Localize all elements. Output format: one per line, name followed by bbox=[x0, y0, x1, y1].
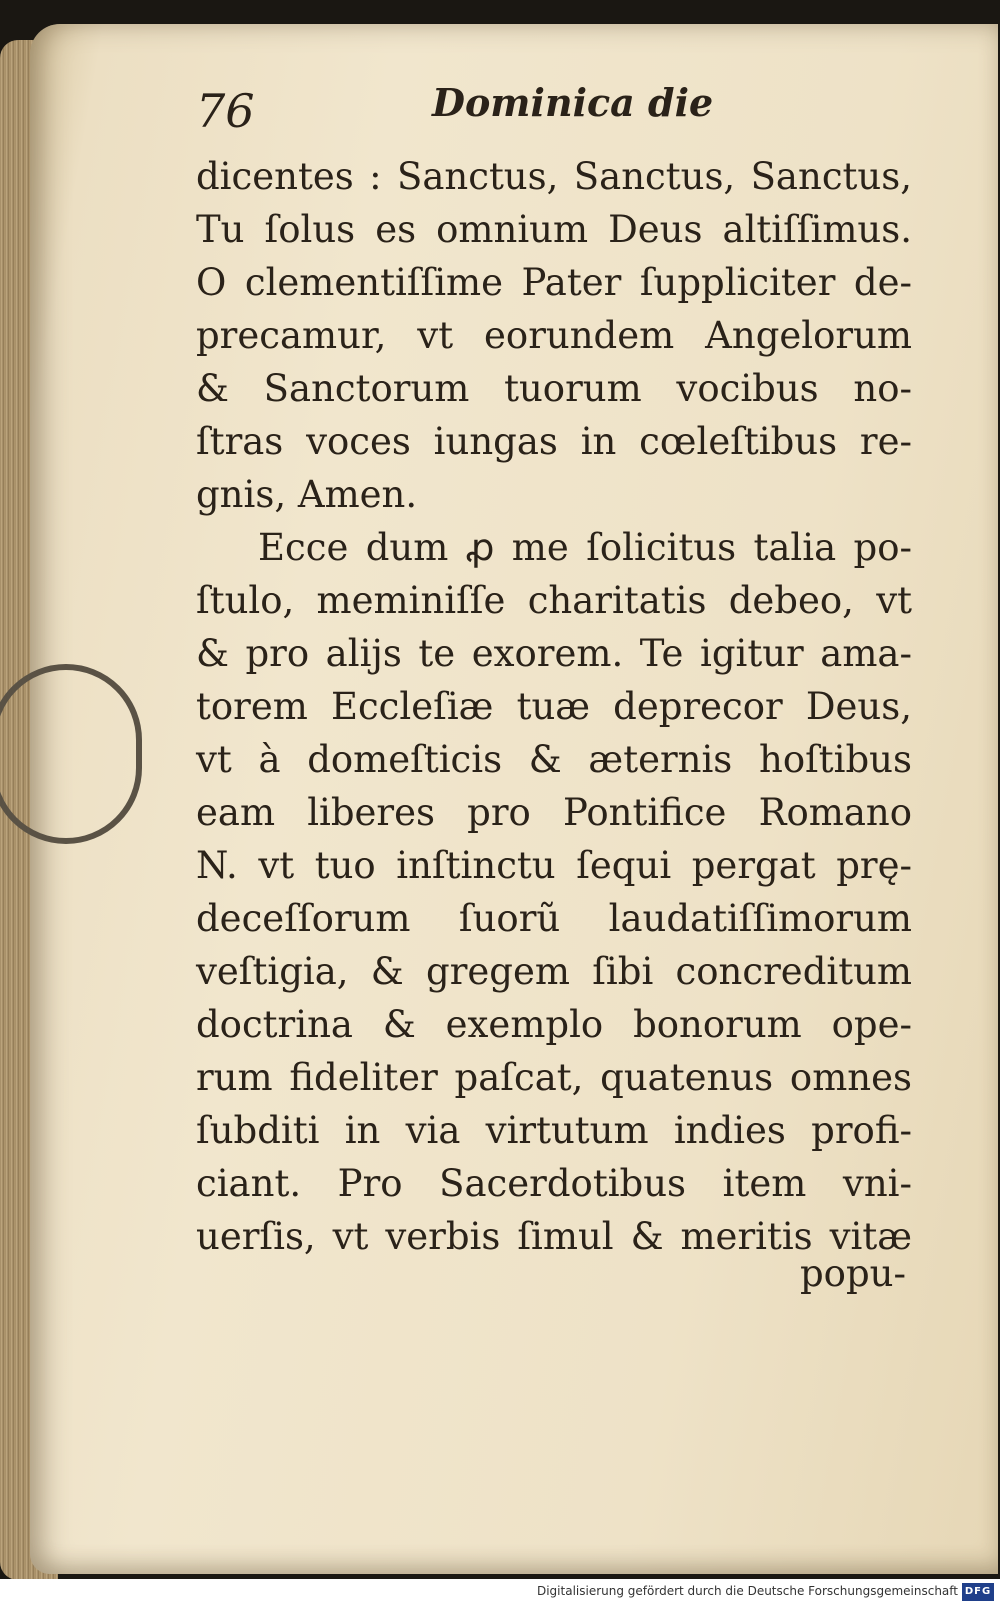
text-line: uerſis, vt verbis ſimul & meritis vitæ bbox=[196, 1215, 912, 1258]
text-line: N. vt tuo inſtinctu ſequi pergat prę- bbox=[196, 844, 912, 887]
text-line: gnis, Amen. bbox=[196, 473, 418, 516]
text-line: torem Eccleſiæ tuæ deprecor Deus, bbox=[196, 685, 912, 728]
page-number: 76 bbox=[196, 84, 255, 138]
text-line: & Sanctorum tuorum vocibus no- bbox=[196, 367, 912, 410]
text-line: deceſſorum ſuorũ laudatiſſimorum bbox=[196, 897, 912, 940]
text-line: ſtras voces iungas in cœleſtibus re- bbox=[196, 420, 912, 463]
text-line: & pro alijs te exorem. Te igitur ama- bbox=[196, 632, 912, 675]
text-line: ciant. Pro Sacerdotibus item vni- bbox=[196, 1162, 912, 1205]
text-line: doctrina & exemplo bonorum ope- bbox=[196, 1003, 912, 1046]
text-line: O clementiſſime Pater ſuppliciter de- bbox=[196, 261, 912, 304]
text-line: ſtulo, meminiſſe charitatis debeo, vt bbox=[196, 579, 912, 622]
dfg-logo: DFG bbox=[962, 1583, 994, 1601]
text-block bbox=[196, 150, 912, 1263]
catchword: popu- bbox=[800, 1252, 906, 1295]
text-line: rum fideliter paſcat, quatenus omnes bbox=[196, 1056, 912, 1099]
running-head: Dominica die bbox=[432, 80, 714, 125]
text-line: Tu ſolus es omnium Deus altiſſimus. bbox=[196, 208, 912, 251]
text-line: ſubditi in via virtutum indies profi- bbox=[196, 1109, 912, 1152]
text-line: precamur, vt eorundem Angelorum bbox=[196, 314, 912, 357]
text-line: eam liberes pro Pontifice Romano bbox=[196, 791, 912, 834]
text-line: dicentes : Sanctus, Sanctus, Sanctus, bbox=[196, 155, 912, 198]
text-line: Ecce dum ꝓ me ſolicitus talia po- bbox=[258, 526, 912, 569]
text-line: veſtigia, & gregem ſibi concreditum bbox=[196, 950, 912, 993]
funding-credit: Digitalisierung gefördert durch die Deutsche Forschungsgemeinschaft bbox=[536, 1584, 958, 1598]
clasp-ring bbox=[0, 664, 142, 844]
text-line: vt à domeſticis & æternis hoſtibus bbox=[196, 738, 912, 781]
